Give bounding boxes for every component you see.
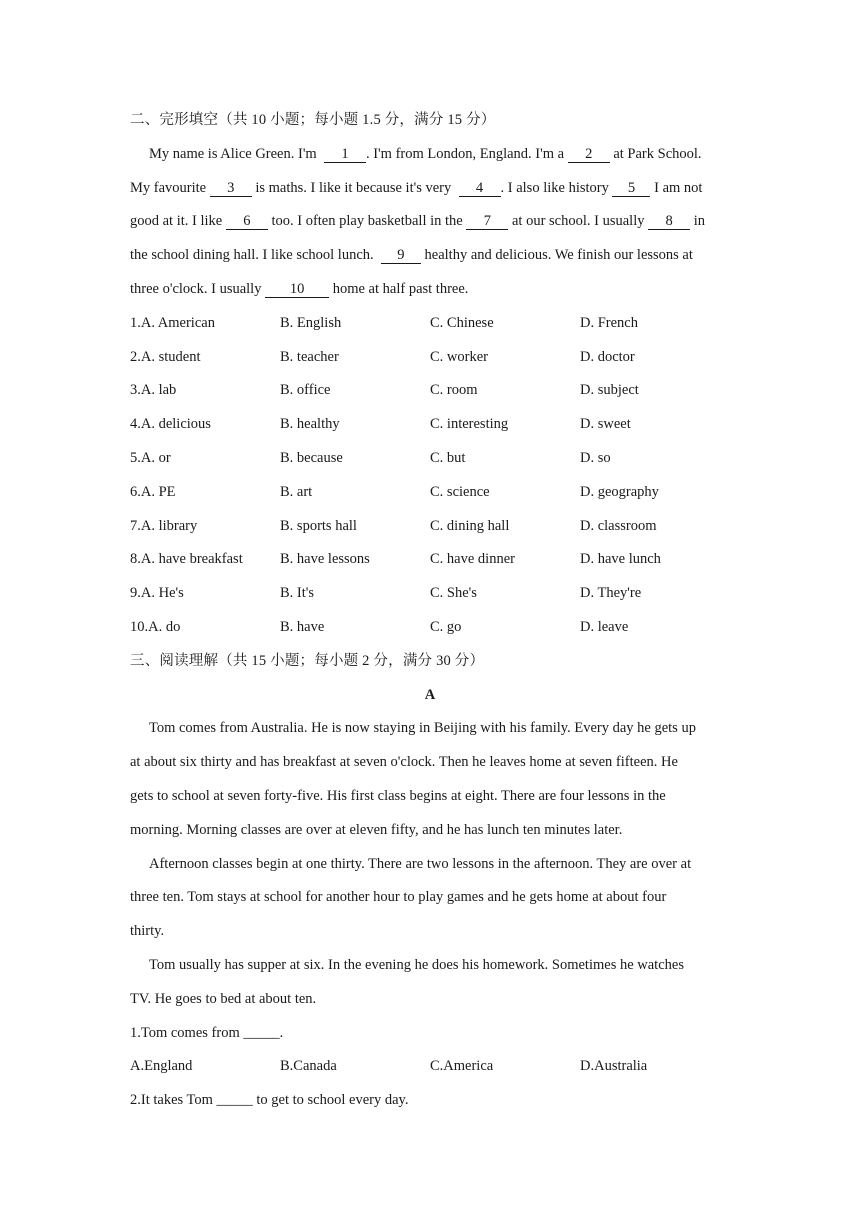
option-b: B.Canada bbox=[280, 1058, 337, 1075]
option-c: C. She's bbox=[430, 585, 477, 602]
option-a: 4.A. delicious bbox=[130, 416, 211, 433]
reading-passage bbox=[130, 712, 730, 1016]
option-a: 2.A. student bbox=[130, 348, 201, 365]
option-b: B. It's bbox=[280, 585, 315, 602]
question-row bbox=[130, 442, 730, 476]
passage-text: good at it. I like bbox=[130, 213, 226, 230]
passage-text: My favourite bbox=[130, 179, 210, 196]
passage-text: too. I often play basketball in the bbox=[267, 213, 467, 230]
option-b: B. have bbox=[280, 618, 325, 635]
passage-line bbox=[130, 138, 730, 172]
passage-line: three ten. Tom stays at school for another hour to play games and he gets home at about four bbox=[130, 889, 667, 906]
passage-line bbox=[130, 172, 730, 206]
passage-text: I am not bbox=[650, 179, 703, 196]
cloze-heading: 二、完形填空（共 10 小题；每小题 1.5 分，满分 15 分） bbox=[130, 112, 496, 128]
passage-line: gets to school at seven forty-five. His first class begins at eight. There are four lessons in the bbox=[130, 787, 666, 804]
option-c: C. room bbox=[430, 382, 478, 399]
blank-number: 1 bbox=[324, 146, 366, 163]
option-c: C. go bbox=[430, 618, 462, 635]
question-stem: 2.It takes Tom _____ to get to school every day. bbox=[130, 1092, 409, 1109]
passage-text: at Park School. bbox=[609, 145, 702, 162]
option-a: 5.A. or bbox=[130, 449, 171, 466]
option-row bbox=[130, 1050, 730, 1084]
option-b: B. English bbox=[280, 314, 342, 331]
option-b: B. office bbox=[280, 382, 331, 399]
question-row bbox=[130, 543, 730, 577]
option-a: 9.A. He's bbox=[130, 585, 184, 602]
passage-text: home at half past three. bbox=[329, 280, 469, 297]
option-c: C. Chinese bbox=[430, 314, 494, 331]
option-b: B. because bbox=[280, 449, 343, 466]
question-row bbox=[130, 476, 730, 510]
blank-number: 3 bbox=[210, 180, 252, 197]
question-row bbox=[130, 374, 730, 408]
passage-line bbox=[130, 239, 730, 273]
option-c: C. worker bbox=[430, 348, 488, 365]
option-a: A.England bbox=[130, 1058, 193, 1075]
option-c: C. but bbox=[430, 449, 466, 466]
passage-text: . I also like history bbox=[500, 179, 613, 196]
passage-line bbox=[130, 205, 730, 239]
passage-text: three o'clock. I usually bbox=[130, 280, 266, 297]
question-row bbox=[130, 307, 730, 341]
blank-number: 6 bbox=[226, 213, 268, 230]
option-b: B. sports hall bbox=[280, 517, 357, 534]
option-d: D. sweet bbox=[580, 416, 631, 433]
option-d: D. French bbox=[580, 314, 638, 331]
option-c: C. science bbox=[430, 483, 490, 500]
option-d: D. They're bbox=[580, 585, 642, 602]
option-b: B. art bbox=[280, 483, 313, 500]
question-row bbox=[130, 611, 730, 645]
passage-line: thirty. bbox=[130, 923, 165, 940]
option-b: B. have lessons bbox=[280, 551, 370, 568]
passage-text: . I'm from London, England. I'm a bbox=[365, 145, 568, 162]
option-a: 1.A. American bbox=[130, 314, 215, 331]
option-d: D. have lunch bbox=[580, 551, 661, 568]
question-row bbox=[130, 341, 730, 375]
passage-text: at our school. I usually bbox=[508, 213, 649, 230]
option-d: D. classroom bbox=[580, 517, 657, 534]
passage-line: morning. Morning classes are over at eleven fifty, and he has lunch ten minutes later. bbox=[130, 821, 623, 838]
option-c: C. have dinner bbox=[430, 551, 515, 568]
section-label: A bbox=[424, 686, 436, 703]
passage-line: at about six thirty and has breakfast at seven o'clock. Then he leaves home at seven fifteen. He bbox=[130, 754, 678, 771]
option-a: 10.A. do bbox=[130, 618, 181, 635]
question-row bbox=[130, 510, 730, 544]
exam-page bbox=[130, 104, 730, 1118]
question-row bbox=[130, 577, 730, 611]
passage-text: in bbox=[690, 213, 706, 230]
passage-text: My name is Alice Green. I'm bbox=[149, 145, 324, 162]
reading-heading: 三、阅读理解（共 15 小题；每小题 2 分，满分 30 分） bbox=[130, 652, 485, 669]
passage-line: Afternoon classes begin at one thirty. There are two lessons in the afternoon. They are over at bbox=[149, 855, 692, 872]
option-c: C. dining hall bbox=[430, 517, 510, 534]
question-row bbox=[130, 408, 730, 442]
blank-number: 10 bbox=[265, 281, 329, 298]
blank-number: 9 bbox=[381, 247, 421, 264]
option-b: B. teacher bbox=[280, 348, 339, 365]
option-d: D. doctor bbox=[580, 348, 635, 365]
cloze-options bbox=[130, 307, 730, 645]
option-d: D. subject bbox=[580, 382, 639, 399]
option-c: C. interesting bbox=[430, 416, 509, 433]
option-a: 6.A. PE bbox=[130, 483, 176, 500]
passage-text: healthy and delicious. We finish our lessons at bbox=[420, 247, 693, 264]
option-a: 3.A. lab bbox=[130, 382, 177, 399]
question-stem: 1.Tom comes from _____. bbox=[130, 1024, 284, 1041]
blank-number: 4 bbox=[459, 180, 501, 197]
option-d: D. so bbox=[580, 449, 611, 466]
passage-text: is maths. I like it because it's very bbox=[251, 179, 459, 196]
passage-line bbox=[130, 273, 730, 307]
option-b: B. healthy bbox=[280, 416, 340, 433]
option-a: 8.A. have breakfast bbox=[130, 551, 243, 568]
cloze-passage bbox=[130, 138, 730, 307]
passage-line: TV. He goes to bed at about ten. bbox=[130, 990, 317, 1007]
blank-number: 5 bbox=[612, 180, 650, 197]
option-d: D.Australia bbox=[580, 1058, 648, 1075]
blank-number: 2 bbox=[568, 146, 610, 163]
passage-line: Tom usually has supper at six. In the evening he does his homework. Sometimes he watches bbox=[149, 956, 684, 973]
option-d: D. leave bbox=[580, 618, 629, 635]
option-c: C.America bbox=[430, 1058, 494, 1075]
blank-number: 7 bbox=[466, 213, 508, 230]
passage-line: Tom comes from Australia. He is now staying in Beijing with his family. Every day he gets up bbox=[149, 720, 696, 737]
option-d: D. geography bbox=[580, 483, 659, 500]
option-a: 7.A. library bbox=[130, 517, 198, 534]
blank-number: 8 bbox=[648, 213, 690, 230]
passage-text: the school dining hall. I like school lunch. bbox=[130, 247, 381, 264]
